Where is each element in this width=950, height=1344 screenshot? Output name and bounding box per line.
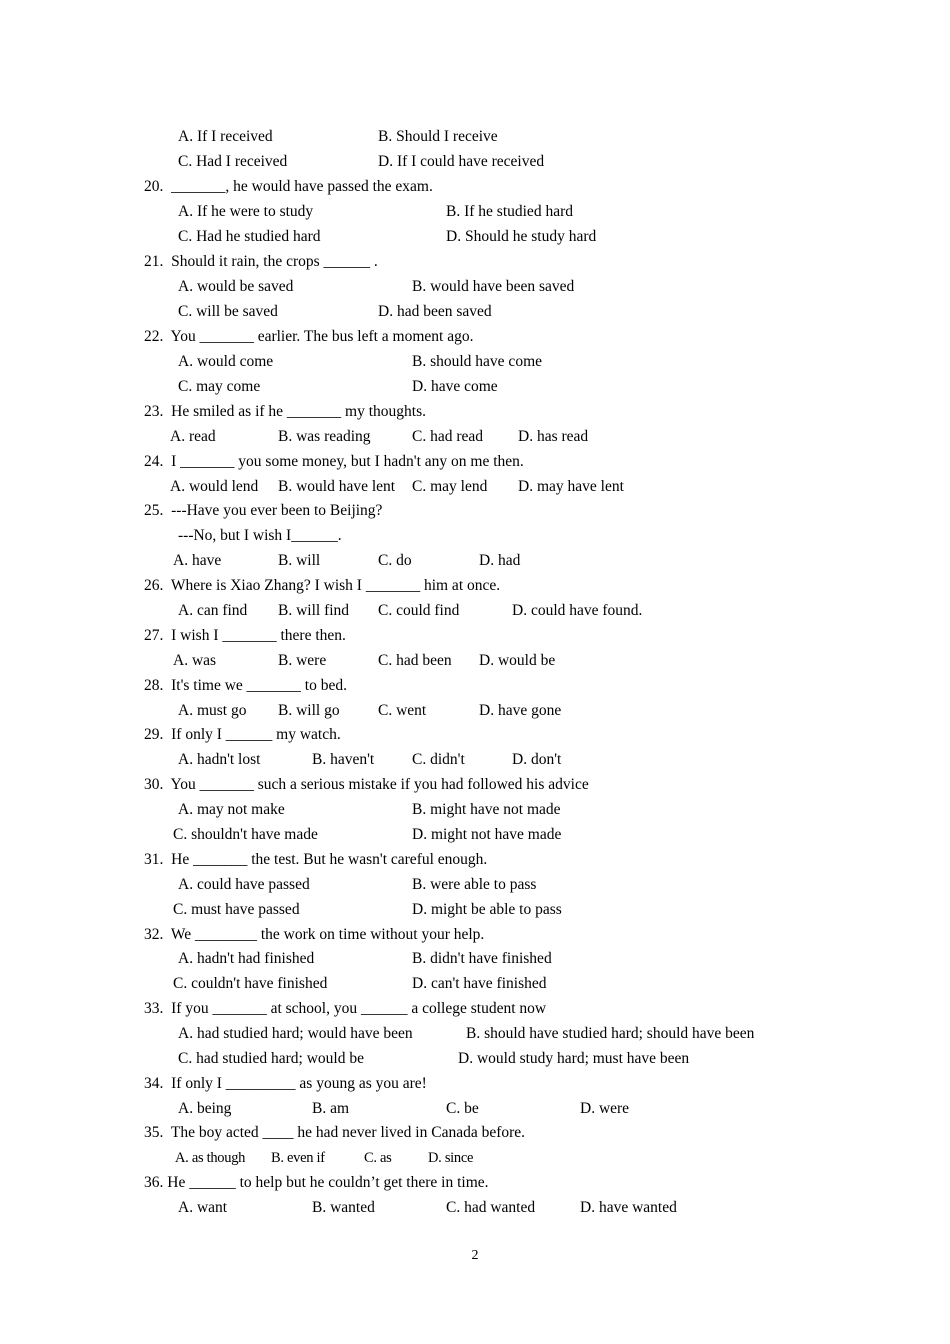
question-line: 29. If only I ______ my watch. <box>144 726 341 743</box>
option-line: B. was reading <box>278 428 371 445</box>
option-line: C. didn't <box>412 751 465 768</box>
option-line: A. had studied hard; would have been <box>178 1025 413 1042</box>
option-line: D. Should he study hard <box>446 228 597 245</box>
option-line: C. be <box>446 1100 479 1117</box>
option-line: C. Had I received <box>178 153 288 170</box>
option-line: D. can't have finished <box>412 975 547 992</box>
option-line: A. being <box>178 1100 232 1117</box>
option-line: D. would be <box>479 652 556 669</box>
question-line: 27. I wish I _______ there then. <box>144 627 346 644</box>
option-line: D. since <box>428 1150 474 1166</box>
option-line: A. If he were to study <box>178 203 314 220</box>
option-line: B. didn't have finished <box>412 950 552 967</box>
option-line: A. must go <box>178 702 247 719</box>
option-line: B. If he studied hard <box>446 203 573 220</box>
option-line: B. were <box>278 652 327 669</box>
option-line: A. hadn't had finished <box>178 950 315 967</box>
option-line: A. would lend <box>170 478 259 495</box>
option-line: D. were <box>580 1100 630 1117</box>
option-line: B. wanted <box>312 1199 375 1216</box>
option-line: A. could have passed <box>178 876 310 893</box>
option-line: A. hadn't lost <box>178 751 261 768</box>
option-line: D. had been saved <box>378 303 492 320</box>
question-line: 35. The boy acted ____ he had never lived in Canada before. <box>144 1124 526 1141</box>
option-line: D. If I could have received <box>378 153 545 170</box>
option-line: A. can find <box>178 602 248 619</box>
question-line: 20. _______, he would have passed the exam. <box>144 178 433 195</box>
option-line: B. Should I receive <box>378 128 498 145</box>
option-line: B. will find <box>278 602 350 619</box>
option-line: A. want <box>178 1199 228 1216</box>
option-line: A. would come <box>178 353 274 370</box>
option-line: C. had studied hard; would be <box>178 1050 364 1067</box>
option-line: C. may come <box>178 378 261 395</box>
option-line: C. may lend <box>412 478 488 495</box>
option-line: C. went <box>378 702 427 719</box>
option-line: D. have come <box>412 378 498 395</box>
option-line: C. had wanted <box>446 1199 536 1216</box>
question-line: 28. It's time we _______ to bed. <box>144 677 347 694</box>
question-line: 21. Should it rain, the crops ______ . <box>144 253 378 270</box>
option-line: A. may not make <box>178 801 285 818</box>
option-line: A. would be saved <box>178 278 294 295</box>
option-line: C. could find <box>378 602 460 619</box>
question-line: ---No, but I wish I______. <box>178 527 342 544</box>
question-line: 34. If only I _________ as young as you are! <box>144 1075 427 1092</box>
option-line: A. was <box>173 652 217 669</box>
option-line: B. should have studied hard; should have been <box>466 1025 755 1042</box>
option-line: B. will go <box>278 702 340 719</box>
option-line: D. had <box>479 552 521 569</box>
option-line: C. couldn't have finished <box>173 975 328 992</box>
option-line: B. haven't <box>312 751 375 768</box>
question-line: 33. If you _______ at school, you ______ a college student now <box>144 1000 547 1017</box>
option-line: D. have gone <box>479 702 562 719</box>
page-number: 2 <box>471 1248 479 1263</box>
option-line: B. might have not made <box>412 801 561 818</box>
option-line: D. could have found. <box>512 602 643 619</box>
option-line: A. If I received <box>178 128 273 145</box>
option-line: D. may have lent <box>518 478 624 495</box>
option-line: C. must have passed <box>173 901 300 918</box>
option-line: C. do <box>378 552 412 569</box>
option-line: B. should have come <box>412 353 543 370</box>
question-line: 32. We ________ the work on time without your help. <box>144 926 485 943</box>
option-line: C. shouldn't have made <box>173 826 318 843</box>
option-line: C. had been <box>378 652 452 669</box>
option-line: B. am <box>312 1100 350 1117</box>
option-line: B. were able to pass <box>412 876 537 893</box>
option-line: A. as though <box>175 1150 246 1166</box>
question-line: 25. ---Have you ever been to Beijing? <box>144 502 383 519</box>
option-line: B. even if <box>271 1150 325 1166</box>
option-line: D. might not have made <box>412 826 562 843</box>
option-line: A. have <box>173 552 222 569</box>
option-line: A. read <box>170 428 216 445</box>
option-line: B. will <box>278 552 321 569</box>
option-line: C. Had he studied hard <box>178 228 321 245</box>
option-line: C. had read <box>412 428 484 445</box>
option-line: C. will be saved <box>178 303 278 320</box>
option-line: C. as <box>364 1150 392 1166</box>
option-line: D. might be able to pass <box>412 901 562 918</box>
question-line: 36. He ______ to help but he couldn’t get there in time. <box>144 1174 489 1191</box>
question-line: 30. You _______ such a serious mistake if you had followed his advice <box>144 776 589 793</box>
option-line: B. would have lent <box>278 478 396 495</box>
question-line: 22. You _______ earlier. The bus left a moment ago. <box>144 328 474 345</box>
option-line: D. would study hard; must have been <box>458 1050 690 1067</box>
question-line: 24. I _______ you some money, but I hadn't any on me then. <box>144 453 524 470</box>
option-line: B. would have been saved <box>412 278 575 295</box>
question-line: 23. He smiled as if he _______ my thoughts. <box>144 403 426 420</box>
option-line: D. don't <box>512 751 562 768</box>
option-line: D. have wanted <box>580 1199 677 1216</box>
question-line: 26. Where is Xiao Zhang? I wish I _______ him at once. <box>144 577 501 594</box>
option-line: D. has read <box>518 428 589 445</box>
question-line: 31. He _______ the test. But he wasn't careful enough. <box>144 851 488 868</box>
